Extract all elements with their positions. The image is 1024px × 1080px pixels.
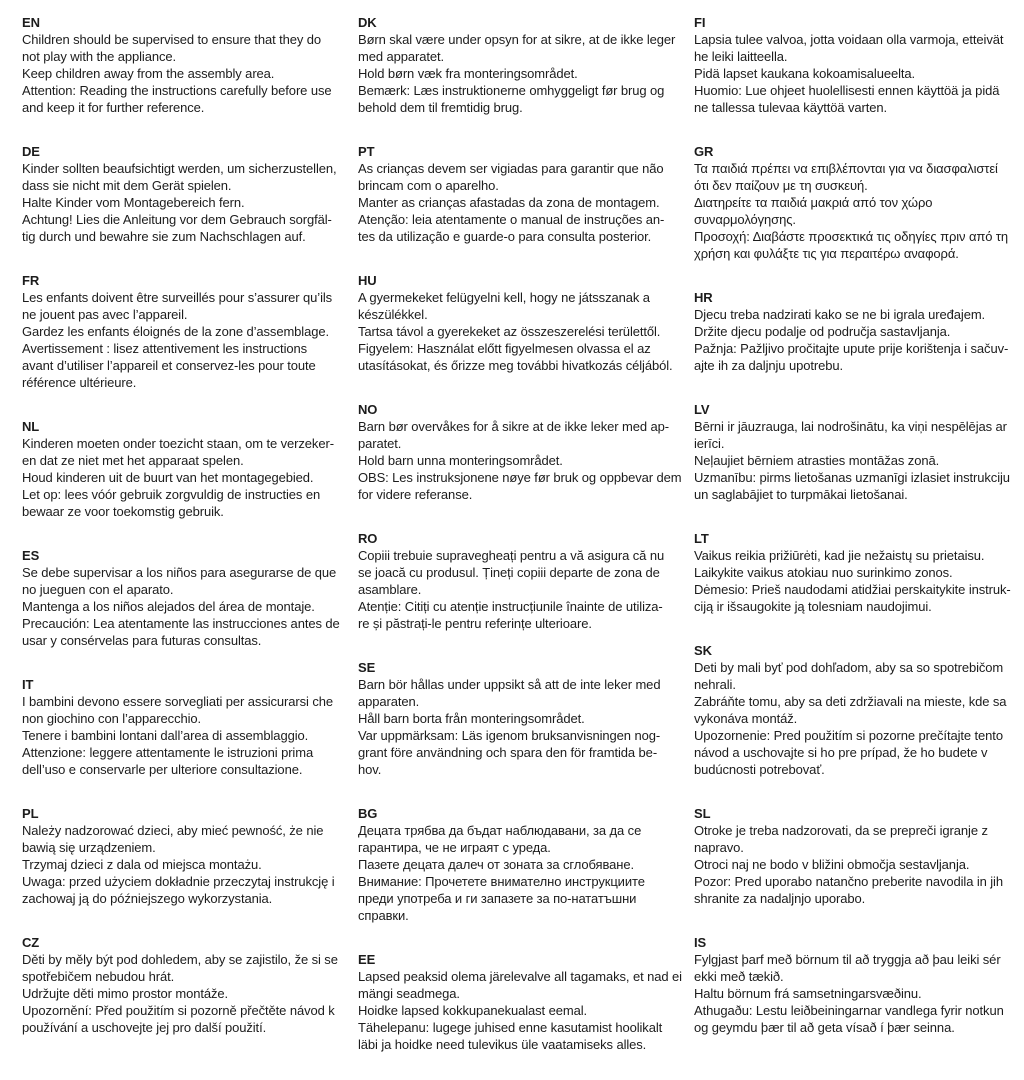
text-line: Децата трябва да бъдат наблюдавани, за да се <box>358 823 642 838</box>
text-line: Hold børn væk fra monteringsområdet. <box>358 66 578 81</box>
text-line: Var uppmärksam: Läs igenom bruksanvisningen nog- <box>358 728 661 743</box>
language-section-se <box>358 659 686 778</box>
text-columns <box>22 14 1014 1080</box>
language-code: PT <box>358 144 375 159</box>
text-line: Pozor: Pred uporabo natančno preberite navodila in jih <box>694 874 1003 889</box>
text-line: Djecu treba nadzirati kako se ne bi igrala uređajem. <box>694 307 986 322</box>
language-section-dk <box>358 14 686 116</box>
language-code: RO <box>358 531 378 546</box>
text-line: Atenção: leia atentamente o manual de instruções an- <box>358 212 665 227</box>
language-code: LT <box>694 531 709 546</box>
text-line: tes da utilização e guarde-o para consulta posterior. <box>358 229 652 244</box>
text-line: Lapsia tulee valvoa, jotta voidaan olla varmoja, etteivät <box>694 32 1004 47</box>
text-line: ierīci. <box>694 436 725 451</box>
text-line: Držite djecu podalje od područja sastavljanja. <box>694 324 951 339</box>
text-line: Należy nadzorować dzieci, aby mieć pewność, że nie <box>22 823 324 838</box>
text-line: Pidä lapset kaukana kokoamisalueelta. <box>694 66 916 81</box>
text-line: Τα παιδιά πρέπει να επιβλέπονται για να διασφαλιστεί <box>694 161 998 176</box>
language-section-hr <box>694 289 1022 374</box>
text-line: ciją ir išsaugokite ją tolesniam naudojimui. <box>694 599 932 614</box>
language-code: SL <box>694 806 711 821</box>
text-line: bewaar ze voor toekomstig gebruik. <box>22 504 224 519</box>
language-code: SE <box>358 660 376 675</box>
language-code: DK <box>358 15 377 30</box>
text-line: ne jouent pas avec l’appareil. <box>22 307 188 322</box>
text-column-3 <box>694 14 1022 1063</box>
text-line: Διατηρείτε τα παιδιά μακριά από τον χώρο <box>694 195 933 210</box>
text-line: I bambini devono essere sorvegliati per assicurarsi che <box>22 694 333 709</box>
text-line: Barn bör hållas under uppsikt så att de inte leker med <box>358 677 661 692</box>
text-column-1 <box>22 14 350 1063</box>
text-line: OBS: Les instruksjonene nøye før bruk og oppbevar dem <box>358 470 682 485</box>
text-line: Lapsed peaksid olema järelevalve all tagamaks, et nad ei <box>358 969 682 984</box>
text-line: Keep children away from the assembly area. <box>22 66 275 81</box>
language-code: HR <box>694 290 713 305</box>
text-line: mängi seadmega. <box>358 986 460 1001</box>
text-line: As crianças devem ser vigiadas para garantir que não <box>358 161 664 176</box>
text-line: ότι δεν παίζουν με τη συσκευή. <box>694 178 868 193</box>
language-section-lv <box>694 401 1022 503</box>
language-section-es <box>22 547 350 649</box>
text-line: Håll barn borta från monteringsområdet. <box>358 711 585 726</box>
text-line: Bemærk: Læs instruktionerne omhyggeligt før brug og <box>358 83 665 98</box>
language-section-sk <box>694 642 1022 778</box>
text-line: Προσοχή: Διαβάστε προσεκτικά τις οδηγίες πριν από τη <box>694 229 1009 244</box>
text-line: and keep it for further reference. <box>22 100 205 115</box>
language-section-pl <box>22 805 350 907</box>
text-line: Attenzione: leggere attentamente le istruzioni prima <box>22 745 314 760</box>
text-line: používání a uschovejte jej pro další použití. <box>22 1020 267 1035</box>
text-line: преди употреба и ги запазете за по-нататъшни <box>358 891 637 906</box>
text-line: ajte ih za daljnju upotrebu. <box>694 358 843 373</box>
text-line: hov. <box>358 762 382 777</box>
language-section-pt <box>358 143 686 245</box>
language-code: NL <box>22 419 40 434</box>
text-line: Achtung! Lies die Anleitung vor dem Gebrauch sorgfäl- <box>22 212 332 227</box>
text-line: Neļaujiet bērniem atrasties montāžas zonā. <box>694 453 940 468</box>
text-line: he leiki laitteella. <box>694 49 788 64</box>
text-line: Haltu börnum frá samsetningarsvæðinu. <box>694 986 922 1001</box>
text-line: Children should be supervised to ensure that they do <box>22 32 322 47</box>
text-line: utasításokat, és őrizze meg további hivatkozás céljából. <box>358 358 673 373</box>
text-line: re și păstrați-le pentru referințe ulterioare. <box>358 616 592 631</box>
text-line: dass sie nicht mit dem Gerät spielen. <box>22 178 232 193</box>
text-line: χρήση και φυλάξτε τις για περαιτέρω αναφορά. <box>694 246 959 261</box>
text-line: Mantenga a los niños alejados del área de montaje. <box>22 599 315 614</box>
language-section-hu <box>358 272 686 374</box>
text-line: no jueguen con el aparato. <box>22 582 174 597</box>
text-line: Pažnja: Pažljivo pročitajte upute prije korištenja i sačuv- <box>694 341 1009 356</box>
text-line: og geymdu þær til að geta vísað í þær seinna. <box>694 1020 955 1035</box>
language-code: IS <box>694 935 707 950</box>
text-line: zachowaj ją do późniejszego wykorzystania. <box>22 891 273 906</box>
text-line: Uzmanību: pirms lietošanas uzmanīgi izlasiet instrukciju <box>694 470 1010 485</box>
text-line: Пазете децата далеч от зоната за сглобяване. <box>358 857 634 872</box>
text-line: Děti by měly být pod dohledem, aby se zajistilo, že si se <box>22 952 338 967</box>
text-line: not play with the appliance. <box>22 49 177 64</box>
text-line: Manter as crianças afastadas da zona de montagem. <box>358 195 660 210</box>
text-line: référence ultérieure. <box>22 375 137 390</box>
language-code: EE <box>358 952 376 967</box>
text-line: Внимание: Прочетете внимателно инструкциите <box>358 874 645 889</box>
text-line: Precaución: Lea atentamente las instrucciones antes de <box>22 616 340 631</box>
language-section-sl <box>694 805 1022 907</box>
text-line: for videre referanse. <box>358 487 473 502</box>
text-line: spotřebičem nebudou hrát. <box>22 969 175 984</box>
text-line: Copiii trebuie supravegheați pentru a vă asigura că nu <box>358 548 665 563</box>
text-line: Otroci naj ne bodo v bližini območja sestavljanja. <box>694 857 970 872</box>
text-line: Hold barn unna monteringsområdet. <box>358 453 563 468</box>
text-line: avant d’utiliser l’appareil et conservez-les pour toute <box>22 358 316 373</box>
language-code: PL <box>22 806 39 821</box>
text-line: Deti by mali byť pod dohľadom, aby sa so spotrebičom <box>694 660 1004 675</box>
text-line: Let op: lees vóór gebruik zorgvuldig de instructies en <box>22 487 321 502</box>
language-code: IT <box>22 677 34 692</box>
text-line: un saglabājiet to turpmākai lietošanai. <box>694 487 908 502</box>
language-code: EN <box>22 15 40 30</box>
text-line: grant före användning och spara den för framtida be- <box>358 745 658 760</box>
text-line: med apparatet. <box>358 49 445 64</box>
text-line: συναρμολόγησης. <box>694 212 796 227</box>
text-line: non giochino con l’apparecchio. <box>22 711 202 726</box>
language-section-is <box>694 934 1022 1036</box>
language-code: ES <box>22 548 40 563</box>
text-line: usar y consérvelas para futuras consultas. <box>22 633 262 648</box>
text-line: Upozornění: Před použitím si pozorně přečtěte návod k <box>22 1003 335 1018</box>
text-line: A gyermekeket felügyelni kell, hogy ne játsszanak a <box>358 290 650 305</box>
text-line: paratet. <box>358 436 402 451</box>
text-line: Otroke je treba nadzorovati, da se prepreči igranje z <box>694 823 988 838</box>
text-line: Tähelepanu: lugege juhised enne kasutamist hoolikalt <box>358 1020 663 1035</box>
text-line: budúcnosti potrebovať. <box>694 762 825 777</box>
text-line: Dėmesio: Prieš naudodami atidžiai perskaitykite instruk- <box>694 582 1011 597</box>
language-code: GR <box>694 144 714 159</box>
text-line: Barn bør overvåkes for å sikre at de ikke leker med ap- <box>358 419 669 434</box>
language-section-it <box>22 676 350 778</box>
text-line: Bērni ir jāuzrauga, lai nodrošinātu, ka viņi nespēlējas ar <box>694 419 1007 434</box>
language-section-nl <box>22 418 350 520</box>
text-line: ne tallessa tulevaa käyttöä varten. <box>694 100 888 115</box>
language-section-lt <box>694 530 1022 615</box>
language-section-de <box>22 143 350 245</box>
text-column-2 <box>358 14 686 1080</box>
language-section-fi <box>694 14 1022 116</box>
language-code: HU <box>358 273 377 288</box>
text-line: shranite za nadaljnjo uporabo. <box>694 891 866 906</box>
text-line: Avertissement : lisez attentivement les instructions <box>22 341 308 356</box>
text-line: Laikykite vaikus atokiau nuo surinkimo zonos. <box>694 565 953 580</box>
text-line: en dat ze niet met het apparaat spelen. <box>22 453 244 468</box>
text-line: Zabráňte tomu, aby sa deti zdržiavali na mieste, kde sa <box>694 694 1007 709</box>
language-code: NO <box>358 402 378 417</box>
language-section-fr <box>22 272 350 391</box>
text-line: brincam com o aparelho. <box>358 178 499 193</box>
language-section-gr <box>694 143 1022 262</box>
text-line: Fylgjast þarf með börnum til að tryggja að þau leiki sér <box>694 952 1001 967</box>
language-section-no <box>358 401 686 503</box>
text-line: Atenție: Citiți cu atenție instrucțiunile înainte de utiliza- <box>358 599 663 614</box>
text-line: dell’uso e conservarle per ulteriore consultazione. <box>22 762 303 777</box>
text-line: Huomio: Lue ohjeet huolellisesti ennen käyttöä ja pidä <box>694 83 1000 98</box>
text-line: Tenere i bambini lontani dall’area di assemblaggio. <box>22 728 309 743</box>
text-line: läbi ja hoidke need tulevikus üle vaatamiseks alles. <box>358 1037 647 1052</box>
text-line: гарантира, че не играят с уреда. <box>358 840 551 855</box>
language-section-bg <box>358 805 686 924</box>
text-line: Kinderen moeten onder toezicht staan, om te verzeker- <box>22 436 334 451</box>
text-line: Vaikus reikia prižiūrėti, kad jie nežaistų su prietaisu. <box>694 548 985 563</box>
text-line: Attention: Reading the instructions carefully before use <box>22 83 332 98</box>
text-line: návod a uschovajte si ho pre prípad, že ho budete v <box>694 745 988 760</box>
language-code: LV <box>694 402 710 417</box>
language-code: CZ <box>22 935 40 950</box>
text-line: Houd kinderen uit de buurt van het montagegebied. <box>22 470 314 485</box>
language-section-ro <box>358 530 686 632</box>
language-code: SK <box>694 643 712 658</box>
text-line: Udržujte děti mimo prostor montáže. <box>22 986 229 1001</box>
text-line: справки. <box>358 908 409 923</box>
language-section-cz <box>22 934 350 1036</box>
text-line: tig durch und bewahre sie zum Nachschlagen auf. <box>22 229 306 244</box>
language-section-ee <box>358 951 686 1053</box>
text-line: behold dem til fremtidig brug. <box>358 100 523 115</box>
text-line: Les enfants doivent être surveillés pour s’assurer qu’ils <box>22 290 333 305</box>
text-line: apparaten. <box>358 694 420 709</box>
text-line: Figyelem: Használat előtt figyelmesen olvassa el az <box>358 341 651 356</box>
text-line: Kinder sollten beaufsichtigt werden, um sicherzustellen, <box>22 161 337 176</box>
text-line: napravo. <box>694 840 744 855</box>
language-code: FR <box>22 273 40 288</box>
text-line: Trzymaj dzieci z dala od miejsca montażu. <box>22 857 262 872</box>
text-line: ekki með tækið. <box>694 969 784 984</box>
language-code: BG <box>358 806 378 821</box>
text-line: Tartsa távol a gyerekeket az összeszerelési területtől. <box>358 324 661 339</box>
text-line: Børn skal være under opsyn for at sikre, at de ikke leger <box>358 32 676 47</box>
text-line: Halte Kinder vom Montagebereich fern. <box>22 195 245 210</box>
text-line: Uwaga: przed użyciem dokładnie przeczytaj instrukcję i <box>22 874 335 889</box>
text-line: asamblare. <box>358 582 422 597</box>
text-line: se joacă cu produsul. Țineți copiii departe de zona de <box>358 565 660 580</box>
text-line: Athugaðu: Lestu leiðbeiningarnar vandlega fyrir notkun <box>694 1003 1004 1018</box>
text-line: bawią się urządzeniem. <box>22 840 156 855</box>
language-code: DE <box>22 144 40 159</box>
text-line: Hoidke lapsed kokkupanekualast eemal. <box>358 1003 587 1018</box>
language-code: FI <box>694 15 706 30</box>
text-line: Se debe supervisar a los niños para asegurarse de que <box>22 565 337 580</box>
text-line: nehrali. <box>694 677 736 692</box>
language-section-en <box>22 14 350 116</box>
text-line: Gardez les enfants éloignés de la zone d’assemblage. <box>22 324 329 339</box>
text-line: Upozornenie: Pred použitím si pozorne prečítajte tento <box>694 728 1003 743</box>
text-line: készülékkel. <box>358 307 428 322</box>
text-line: vykonáva montáž. <box>694 711 798 726</box>
